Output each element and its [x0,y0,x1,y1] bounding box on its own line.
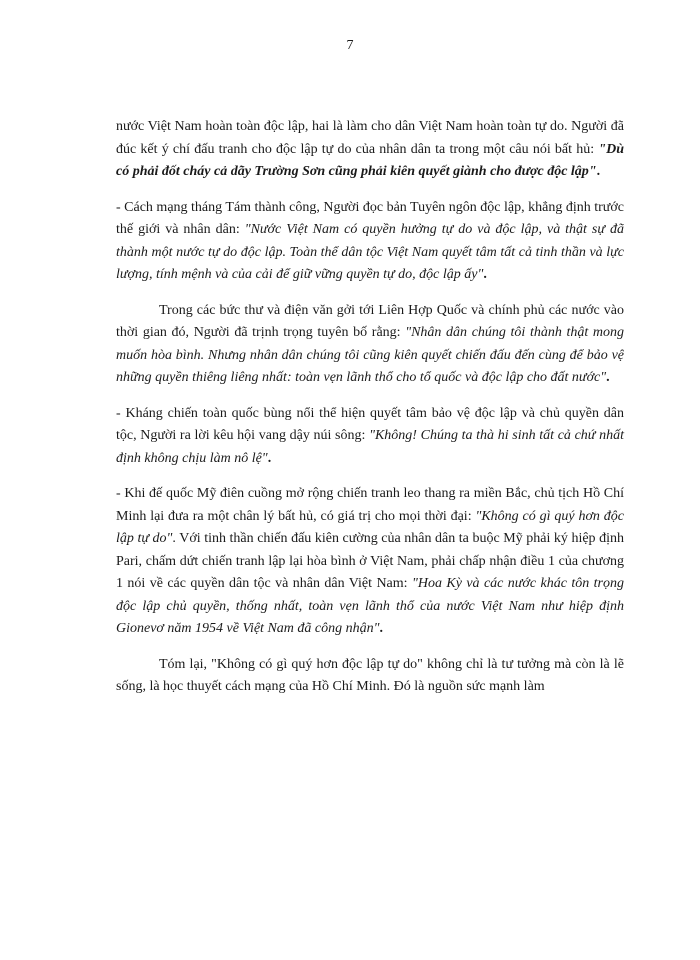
document-body [116,116,624,712]
paragraph-3 [116,300,624,390]
punctuation: . [596,164,601,179]
punctuation: . [379,621,383,636]
paragraph-1 [116,116,624,184]
quotation: "Nhân dân chúng tôi thành thật mong muốn hòa bình. Nhưng nhân dân chúng tôi cũng kiên quyết chiến đấu đến cùng để bảo vệ những quyền thiêng liêng nhất: toàn vẹn lãnh thổ cho tổ quốc và độc lập cho đất nước" [116,325,624,385]
quotation: "Không! Chúng ta thà hi sinh tất cả chứ nhất định không chịu làm nô lệ" [116,428,624,466]
paragraph-5 [116,483,624,641]
paragraph-text: Trong các bức thư và điện văn gởi tới Liên Hợp Quốc và chính phủ các nước vào thời gian đó, Người đã trịnh trọng tuyên bố rằng: [116,302,624,340]
quotation: "Nước Việt Nam có quyền hưởng tự do và độc lập, và thật sự đã thành một nước tự do độc lập. Toàn thể dân tộc Việt Nam quyết tâm tất cả tinh thần và lực lượng, tính mệnh và của cải để giữ vững quyền tự do, độc lập ấy" [116,222,624,282]
paragraph-text: - Kháng chiến toàn quốc bùng nổi thể hiện quyết tâm bảo vệ độc lập và chủ quyền dân tộc, Người ra lời kêu hội vang dậy núi sông: [116,405,624,443]
punctuation: . [483,267,487,282]
quotation: "Không có gì quý hơn độc lập tự do" [116,508,624,546]
punctuation: . [606,370,610,385]
page-number: 7 [346,38,354,53]
paragraph-text: - Cách mạng tháng Tám thành công, Người đọc bản Tuyên ngôn độc lập, khẳng định trước thế giới và nhân dân: [116,199,624,237]
paragraph-text: Tóm lại, "Không có gì quý hơn độc lập tự do" không chỉ là tư tưởng mà còn là lẽ sống, là học thuyết cách mạng của Hồ Chí Minh. Đó là nguồn sức mạnh làm [116,656,624,694]
paragraph-2 [116,197,624,287]
punctuation: . [267,450,272,466]
paragraph-text: nước Việt Nam hoàn toàn độc lập, hai là làm cho dân Việt Nam hoàn toàn tự do. Người đã đúc kết ý chí đấu tranh cho độc lập tự do của nhân dân ta trong một câu nói bất hủ: [116,119,624,157]
quotation: "Dù có phải đốt cháy cả dãy Trường Sơn cũng phải kiên quyết giành cho được độc lập" [116,141,624,179]
paragraph-text: - Khi đế quốc Mỹ điên cuồng mở rộng chiến tranh leo thang ra miền Bắc, chủ tịch Hồ Chí Minh lại đưa ra một chân lý bất hủ, có giá trị cho mọi thời đại: [116,486,624,524]
paragraph-4 [116,403,624,471]
paragraph-text: . Với tinh thần chiến đấu kiên cường của nhân dân ta buộc Mỹ phải ký hiệp định Pari, chấm dứt chiến tranh lập lại hòa bình ở Việt Nam, phải chấp nhận điều 1 của chương 1 nói về các quyền dân tộc và nhân dân Việt Nam: [116,531,625,591]
quotation: "Hoa Kỳ và các nước khác tôn trọng độc lập chủ quyền, thống nhất, toàn vẹn lãnh thổ của nước Việt Nam như hiệp định Gionevơ năm 1954 về Việt Nam đã công nhận" [116,576,625,636]
paragraph-6 [116,654,624,699]
